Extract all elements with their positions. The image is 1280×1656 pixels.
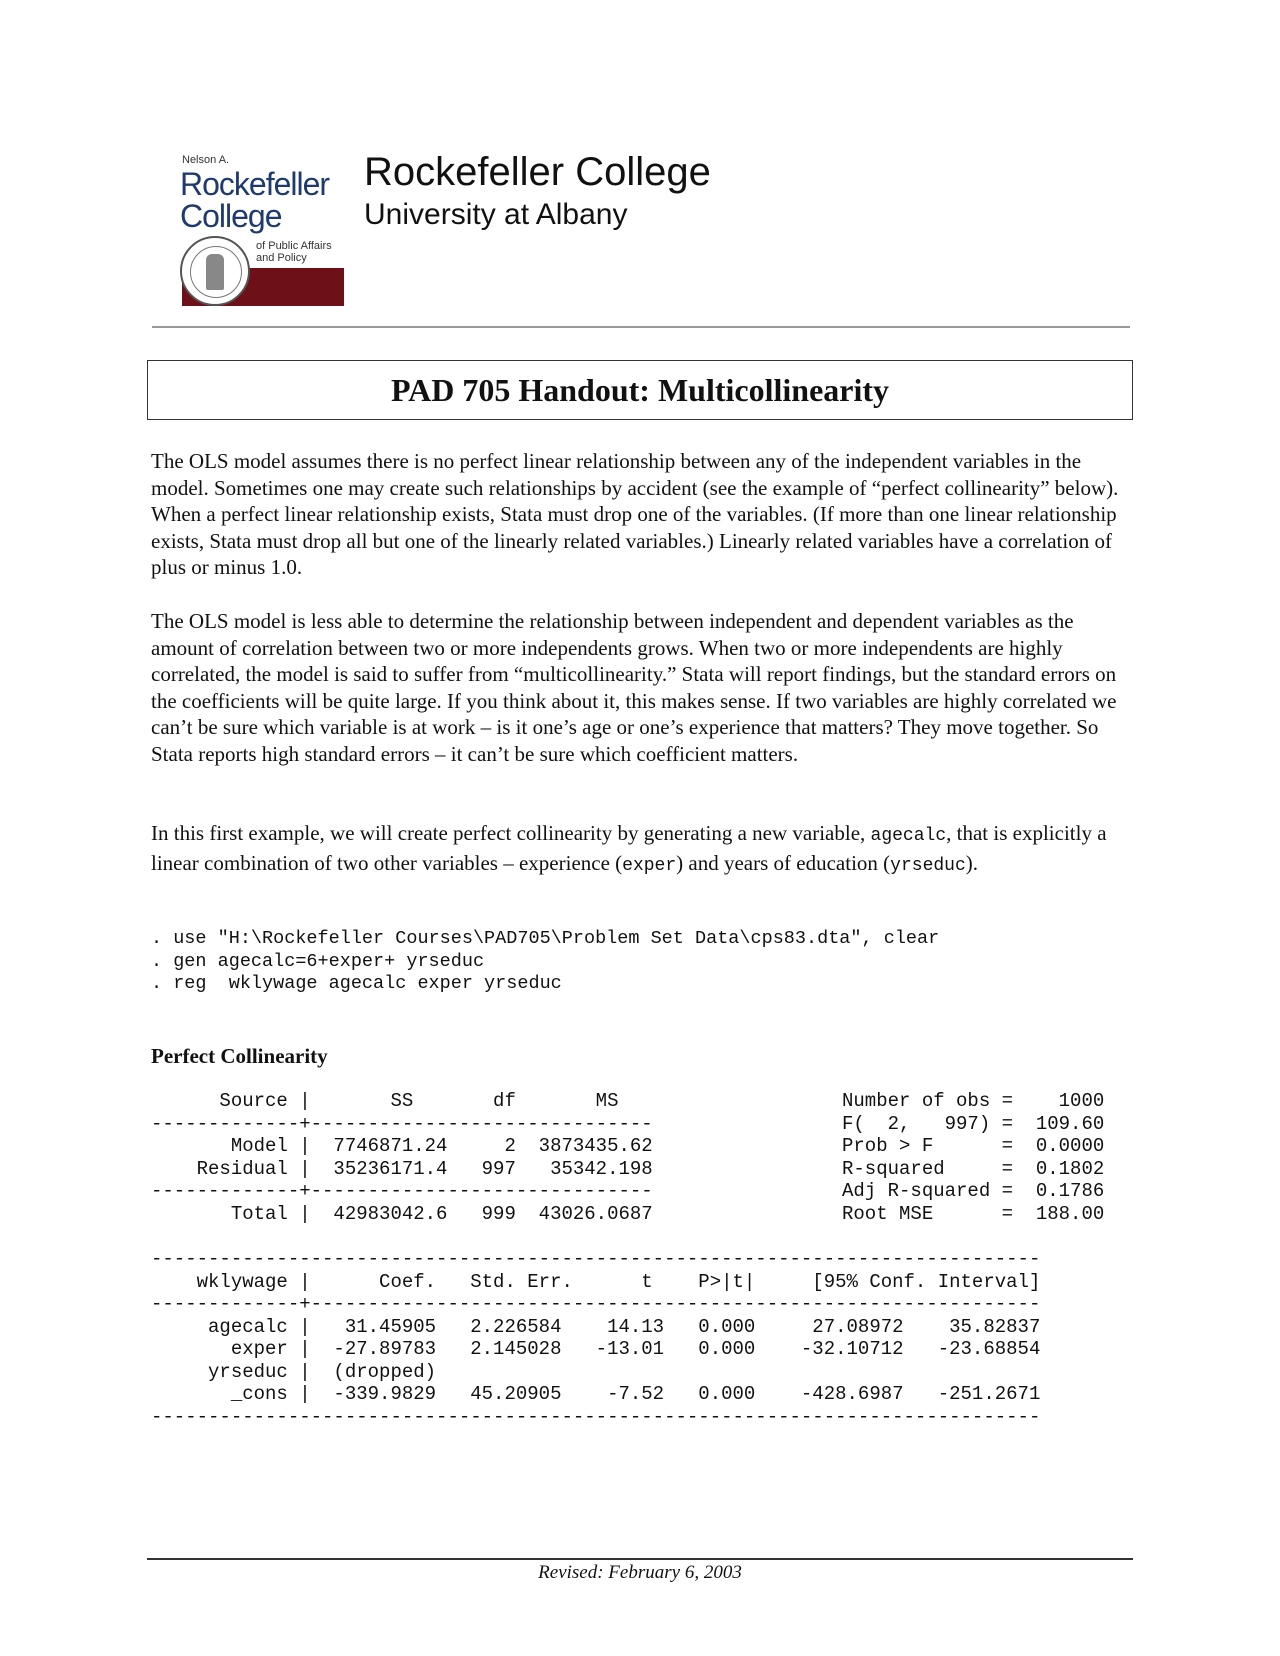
coefficient-table: ------------------------------------------------------------------------------ wklywage | Coef. Std. Err. t P>|t| [95% Conf. Interval] -------------+---------------------------------------------------------------- agecalc | 31.45905 2.226584 14.13 0.000 27.08972 35.82837 exper | -27.89783 2.145028 -13.01 0.000 -32.10712 -23.68854 yrseduc | (dropped) _cons | -339.9829 45.20905 -7.52 0.000 -428.6987 -251.2671 ------------------------------------------------------------------------------ [151, 1248, 1041, 1428]
p3-text-4: ). [965, 850, 979, 875]
var-agecalc: agecalc [870, 826, 947, 846]
university-seal-icon [180, 236, 250, 306]
p3-text-2: , that is explicitly a linear combination of two other variables – experience ( [151, 821, 1107, 875]
stata-commands: . use "H:\Rockefeller Courses\PAD705\Problem Set Data\cps83.dta", clear . gen agecalc=6+exper+ yrseduc . reg wklywage agecalc exper yrseduc [151, 928, 940, 994]
revision-date: Revised: February 6, 2003 [538, 1562, 742, 1583]
logo-small-text: Nelson A. [182, 154, 230, 166]
logo-subtext [256, 240, 332, 264]
section-heading: Perfect Collinearity [151, 1044, 328, 1068]
college-title: Rockefeller College [364, 150, 711, 194]
var-exper: exper [622, 855, 677, 876]
seal-figure [206, 254, 224, 290]
footer-divider [147, 1558, 1133, 1560]
anova-table: Source | SS df MS -------------+------------------------------ Model | 7746871.24 2 3873435.62 Residual | 35236171.4 997 35342.198 -------------+------------------------------ Total | 42983042.6 999 43026.0687 [151, 1090, 653, 1225]
logo-line-1: Rockefeller [180, 166, 330, 202]
header-divider [152, 326, 1130, 328]
paragraph-example-intro [151, 820, 1141, 879]
p3-text-3: ) and years of education ( [676, 850, 891, 875]
paragraph-ols-assumption: The OLS model assumes there is no perfect linear relationship between any of the independent variables in the model. Sometimes one may create such relationships by accident (see the example of “perfect collinearity” below). When a perfect linear relationship exists, Stata must drop one of the variables. (If more than one linear relationship exists, Stata must drop all but one of the linearly related variables.) Linearly related variables have a correlation of plus or minus 1.0. [151, 449, 1119, 580]
logo-line-2: College [180, 198, 282, 234]
college-subtitle: University at Albany [364, 198, 628, 231]
logo-sub-line-2: and Policy [256, 252, 307, 264]
logo-sub-line-1: of Public Affairs [256, 240, 332, 252]
document-title: PAD 705 Handout: Multicollinearity [147, 360, 1133, 420]
model-stats: Number of obs = 1000 F( 2, 997) = 109.60 Prob > F = 0.0000 R-squared = 0.1802 Adj R-squared = 0.1786 Root MSE = 188.00 [842, 1090, 1105, 1225]
paragraph-multicollinearity: The OLS model is less able to determine the relationship between independent and dependent variables as the amount of correlation between two or more independents grows. When two or more independents are highly correlated, the model is said to suffer from “multicollinearity.” Stata will report findings, but the standard errors on the coefficients will be quite large. If you think about it, this makes sense. If two variables are highly correlated we can’t be sure which variable is at work – is it one’s age or one’s experience that matters? They move together. So Stata reports high standard errors – it can’t be sure which coefficient matters. [151, 609, 1117, 766]
var-yrseduc: yrseduc [890, 855, 966, 876]
college-logo [180, 150, 346, 308]
p3-text-1: In this first example, we will create perfect collinearity by generating a new variable, [151, 821, 871, 845]
